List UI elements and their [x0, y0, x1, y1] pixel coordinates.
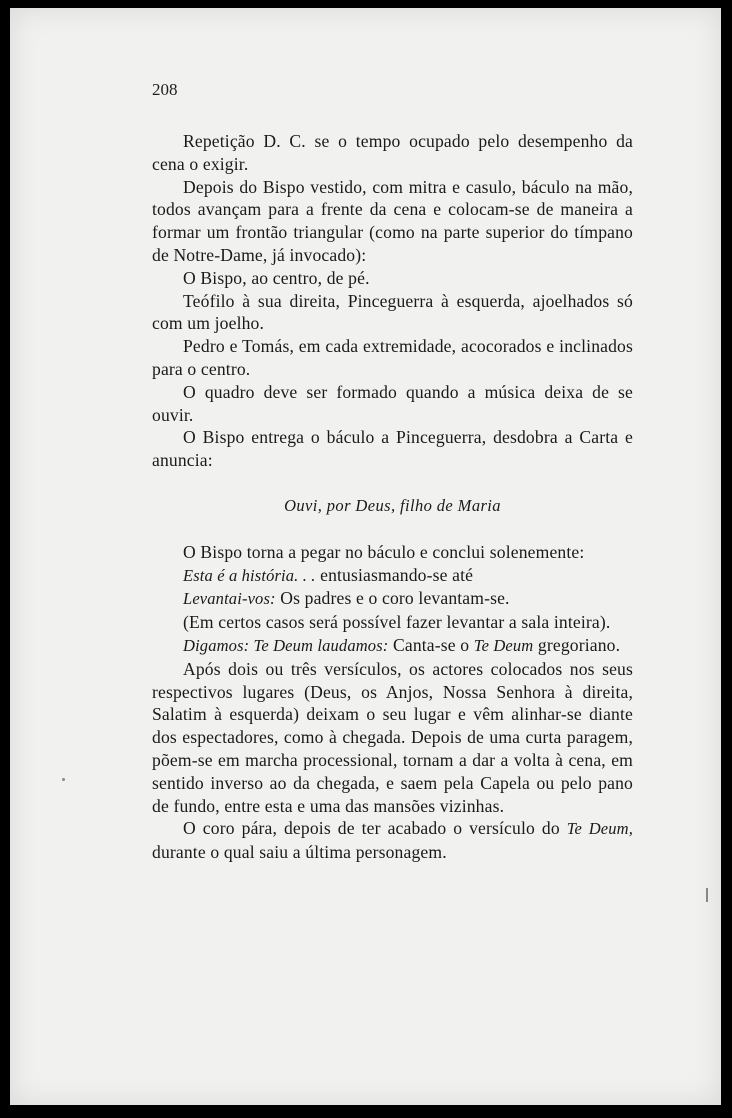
paragraph: Após dois ou três versículos, os actores colocados nos seus respectivos lugares (Deus, os Anjos, Nossa Senhora à direita, Salatim à esquerda) deixam o seu lugar e vêm alinhar-se diante dos espectadores, como à chegada. Depois de uma curta paragem, põem-se em marcha processional, tornam a dar a volta à cena, em sentido inverso ao da chegada, e saem pela Capela ou pelo pano de fundo, entre esta e uma das mansões vizinhas. — [152, 658, 633, 816]
text-run: Canta-se o — [388, 634, 474, 655]
paragraph: Teófilo à sua direita, Pinceguerra à esquerda, ajoelhados só com um joelho. — [152, 290, 633, 334]
text-run: O coro pára, depois de ter acabado o versículo do — [183, 818, 567, 839]
paragraph: O quadro deve ser formado quando a música deixa de se ouvir. — [152, 381, 633, 425]
paragraph: (Em certos casos será possível fazer levantar a sala inteira). — [183, 612, 611, 633]
text-run: entusiasmando-se até — [315, 564, 474, 585]
paragraph: O Bispo, ao centro, de pé. — [183, 267, 370, 288]
paragraph — [152, 564, 633, 588]
body-text — [152, 130, 633, 864]
italic-phrase: Levantai-vos: — [183, 589, 276, 609]
paragraph: O Bispo torna a pegar no báculo e conclui solenemente: — [183, 541, 585, 562]
paragraph — [152, 587, 633, 611]
italic-phrase: Te Deum, — [566, 819, 633, 839]
text-run: gregoriano. — [533, 634, 621, 655]
page-number: 208 — [152, 80, 178, 99]
quote-line: Ouvi, por Deus, filho de Maria — [284, 495, 501, 515]
text-run: durante o qual saiu a última personagem. — [152, 842, 447, 863]
paragraph — [152, 817, 633, 864]
italic-phrase: Te Deum — [473, 635, 534, 655]
italic-phrase: Esta é a história. . . — [183, 565, 316, 585]
paragraph: O Bispo entrega o báculo a Pinceguerra, desdobra a Carta e anuncia: — [152, 427, 633, 471]
text-run: Os padres e o coro levantam-se. — [275, 588, 510, 609]
paragraph: Pedro e Tomás, em cada extremidade, acocorados e inclinados para o centro. — [152, 336, 633, 379]
paragraph: Depois do Bispo vestido, com mitra e casulo, báculo na mão, todos avançam para a frente da cena e colocam-se de maneira a formar um frontão triangular (como na parte superior do tímpano de Notre-Dame, já invocado): — [152, 176, 633, 265]
paragraph — [152, 634, 633, 658]
scan-speck — [706, 888, 708, 902]
italic-phrase: Digamos: Te Deum laudamos: — [183, 635, 389, 655]
paragraph: Repetição D. C. se o tempo ocupado pelo desempenho da cena o exigir. — [152, 131, 633, 174]
scan-speck — [62, 778, 65, 781]
